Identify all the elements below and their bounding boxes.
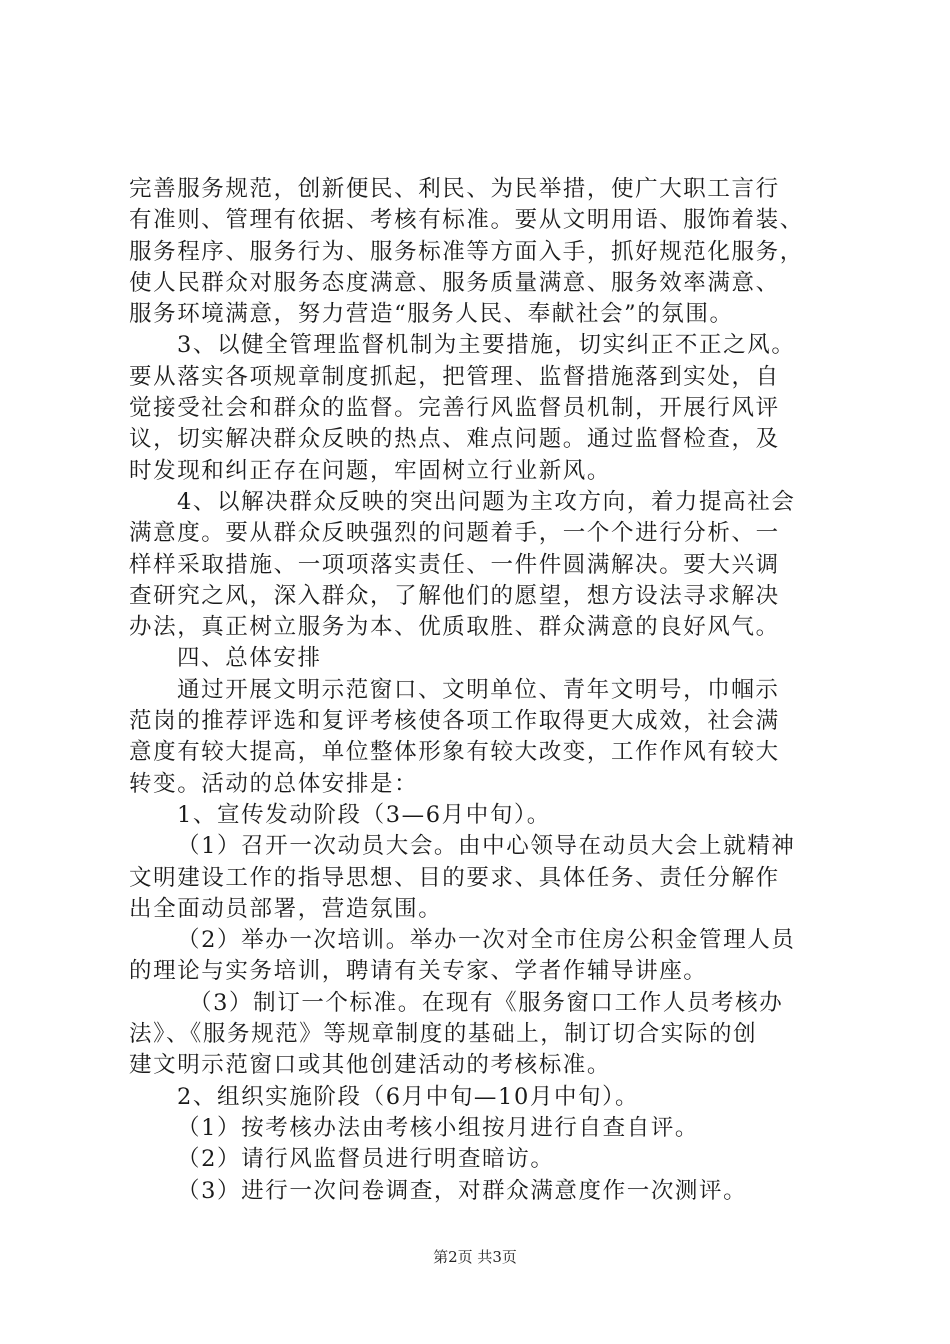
text-line: （3）制订一个标准。在现有《服务窗口工作人员考核办 — [189, 989, 784, 1016]
text-line: （3）进行一次问卷调查，对群众满意度作一次测评。 — [177, 1177, 748, 1204]
text-line: 时发现和纠正存在问题，牢固树立行业新风。 — [129, 457, 612, 484]
document-body — [129, 174, 829, 1207]
text-line: 转变。活动的总体安排是： — [129, 770, 419, 797]
text-line: 3、以健全管理监督机制为主要措施，切实纠正不正之风。 — [177, 332, 796, 359]
text-line: 范岗的推荐评选和复评考核使各项工作取得更大成效，社会满 — [129, 708, 780, 735]
text-line: 议，切实解决群众反映的热点、难点问题。通过监督检查，及 — [129, 426, 780, 453]
text-line: 觉接受社会和群众的监督。完善行风监督员机制，开展行风评 — [129, 395, 780, 422]
text-line: 法》、《服务规范》等规章制度的基础上，制订切合实际的创 — [129, 1021, 758, 1048]
text-line: （2）举办一次培训。举办一次对全市住房公积金管理人员 — [177, 927, 796, 954]
text-line: 样样采取措施、一项项落实责任、一件件圆满解决。要大兴调 — [129, 551, 780, 578]
text-line: 文明建设工作的指导思想、目的要求、具体任务、责任分解作 — [129, 864, 780, 891]
text-line: 服务环境满意，努力营造“服务人民、奉献社会”的氛围。 — [129, 301, 734, 328]
text-line: 要从落实各项规章制度抓起，把管理、监督措施落到实处，自 — [129, 363, 780, 390]
text-line: 4、以解决群众反映的突出问题为主攻方向，着力提高社会 — [177, 488, 796, 515]
text-line: 的理论与实务培训，聘请有关专家、学者作辅导讲座。 — [129, 958, 708, 985]
text-line: （2）请行风监督员进行明查暗访。 — [177, 1146, 555, 1173]
text-line: 满意度。要从群众反映强烈的问题着手，一个个进行分析、一 — [129, 520, 780, 547]
text-line: 2、组织实施阶段（6月中旬—10月中旬）。 — [177, 1083, 640, 1110]
text-line: （1）按考核办法由考核小组按月进行自查自评。 — [177, 1114, 700, 1141]
text-line: 意度有较大提高，单位整体形象有较大改变，工作作风有较大 — [129, 739, 780, 766]
text-line: 查研究之风，深入群众，了解他们的愿望，想方设法寻求解决 — [129, 582, 780, 609]
text-line: 完善服务规范，创新便民、利民、为民举措，使广大职工言行 — [129, 176, 780, 202]
text-line: 通过开展文明示范窗口、文明单位、青年文明号，巾帼示 — [177, 676, 780, 703]
text-line: 1、宣传发动阶段（3—6月中旬）。 — [177, 801, 551, 828]
text-line: （1）召开一次动员大会。由中心领导在动员大会上就精神 — [177, 833, 796, 860]
text-line: 服务程序、服务行为、服务标准等方面入手，抓好规范化服务， — [129, 238, 804, 265]
text-line: 有准则、管理有依据、考核有标准。要从文明用语、服饰着装、 — [129, 207, 804, 234]
text-line: 使人民群众对服务态度满意、服务质量满意、服务效率满意、 — [129, 269, 780, 296]
page-footer — [0, 1246, 950, 1267]
text-line: 建文明示范窗口或其他创建活动的考核标准。 — [129, 1052, 612, 1079]
text-line: 办法，真正树立服务为本、优质取胜、群众满意的良好风气。 — [129, 614, 780, 641]
text-line: 四、总体安排 — [177, 645, 322, 672]
page-number-label: 第2页 共3页 — [433, 1248, 517, 1266]
text-line: 出全面动员部署，营造氛围。 — [129, 895, 443, 922]
